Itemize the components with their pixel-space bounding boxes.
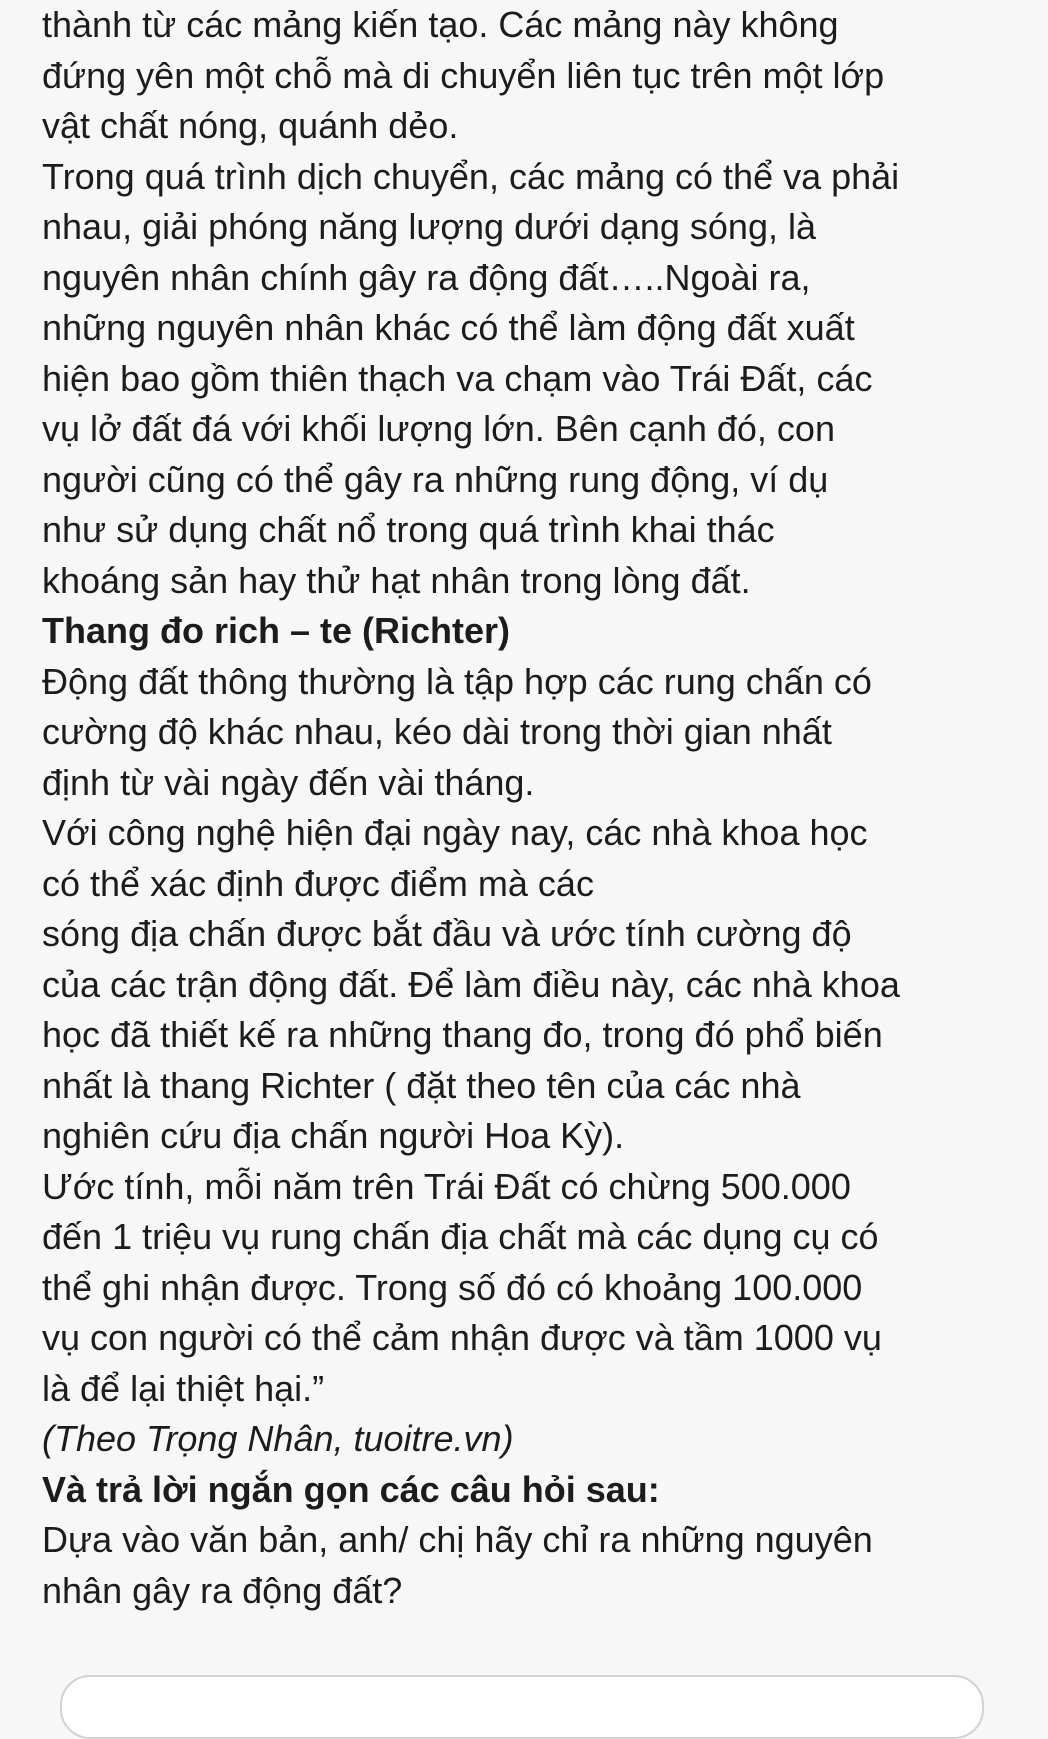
- text-line: là để lại thiệt hại.”: [42, 1367, 325, 1409]
- text-line: của các trận động đất. Để làm điều này, các nhà khoa: [42, 963, 900, 1005]
- text-line: sóng địa chấn được bắt đầu và ước tính cường độ: [42, 913, 852, 954]
- text-line: thành từ các mảng kiến tạo. Các mảng này không: [42, 4, 839, 45]
- section-heading-richter: Thang đo rich – te (Richter): [42, 610, 511, 651]
- text-line: có thể xác định được điểm mà các: [42, 862, 594, 904]
- text-line: người cũng có thể gây ra những rung động, ví dụ: [42, 458, 829, 500]
- question-text: Dựa vào văn bản, anh/ chị hãy chỉ ra những nguyên: [42, 1519, 873, 1560]
- text-line: nghiên cứu địa chấn người Hoa Kỳ).: [42, 1115, 625, 1156]
- text-line: cường độ khác nhau, kéo dài trong thời gian nhất: [42, 711, 832, 752]
- text-line: nhất là thang Richter ( đặt theo tên của các nhà: [42, 1064, 801, 1106]
- text-line: Trong quá trình dịch chuyển, các mảng có thể va phải: [42, 155, 900, 197]
- text-line: đứng yên một chỗ mà di chuyển liên tục trên một lớp: [42, 54, 885, 96]
- question-text: nhân gây ra động đất?: [42, 1569, 403, 1611]
- text-line: vật chất nóng, quánh dẻo.: [42, 105, 459, 146]
- text-line: những nguyên nhân khác có thể làm động đất xuất: [42, 307, 855, 348]
- question-heading: Và trả lời ngắn gọn các câu hỏi sau:: [42, 1468, 660, 1510]
- document-text: [42, 0, 1022, 1616]
- source-citation: (Theo Trọng Nhân, tuoitre.vn): [42, 1418, 514, 1459]
- bottom-card-edge: [60, 1675, 984, 1739]
- text-line: nguyên nhân chính gây ra động đất…..Ngoài ra,: [42, 256, 811, 298]
- text-line: Với công nghệ hiện đại ngày nay, các nhà khoa học: [42, 812, 868, 853]
- text-line: đến 1 triệu vụ rung chấn địa chất mà các dụng cụ có: [42, 1216, 879, 1257]
- text-line: vụ lở đất đá với khối lượng lớn. Bên cạnh đó, con: [42, 408, 835, 449]
- text-line: học đã thiết kế ra những thang đo, trong đó phổ biến: [42, 1014, 883, 1055]
- text-line: như sử dụng chất nổ trong quá trình khai thác: [42, 509, 775, 550]
- text-line: nhau, giải phóng năng lượng dưới dạng sóng, là: [42, 206, 816, 247]
- text-line: thể ghi nhận được. Trong số đó có khoảng 100.000: [42, 1266, 863, 1308]
- text-line: hiện bao gồm thiên thạch va chạm vào Trái Đất, các: [42, 357, 873, 399]
- text-line: vụ con người có thể cảm nhận được và tầm 1000 vụ: [42, 1317, 882, 1358]
- text-line: định từ vài ngày đến vài tháng.: [42, 761, 535, 803]
- text-line: khoáng sản hay thử hạt nhân trong lòng đất.: [42, 559, 751, 601]
- text-line: Ước tính, mỗi năm trên Trái Đất có chừng 500.000: [42, 1165, 851, 1207]
- text-line: Động đất thông thường là tập hợp các rung chấn có: [42, 660, 872, 702]
